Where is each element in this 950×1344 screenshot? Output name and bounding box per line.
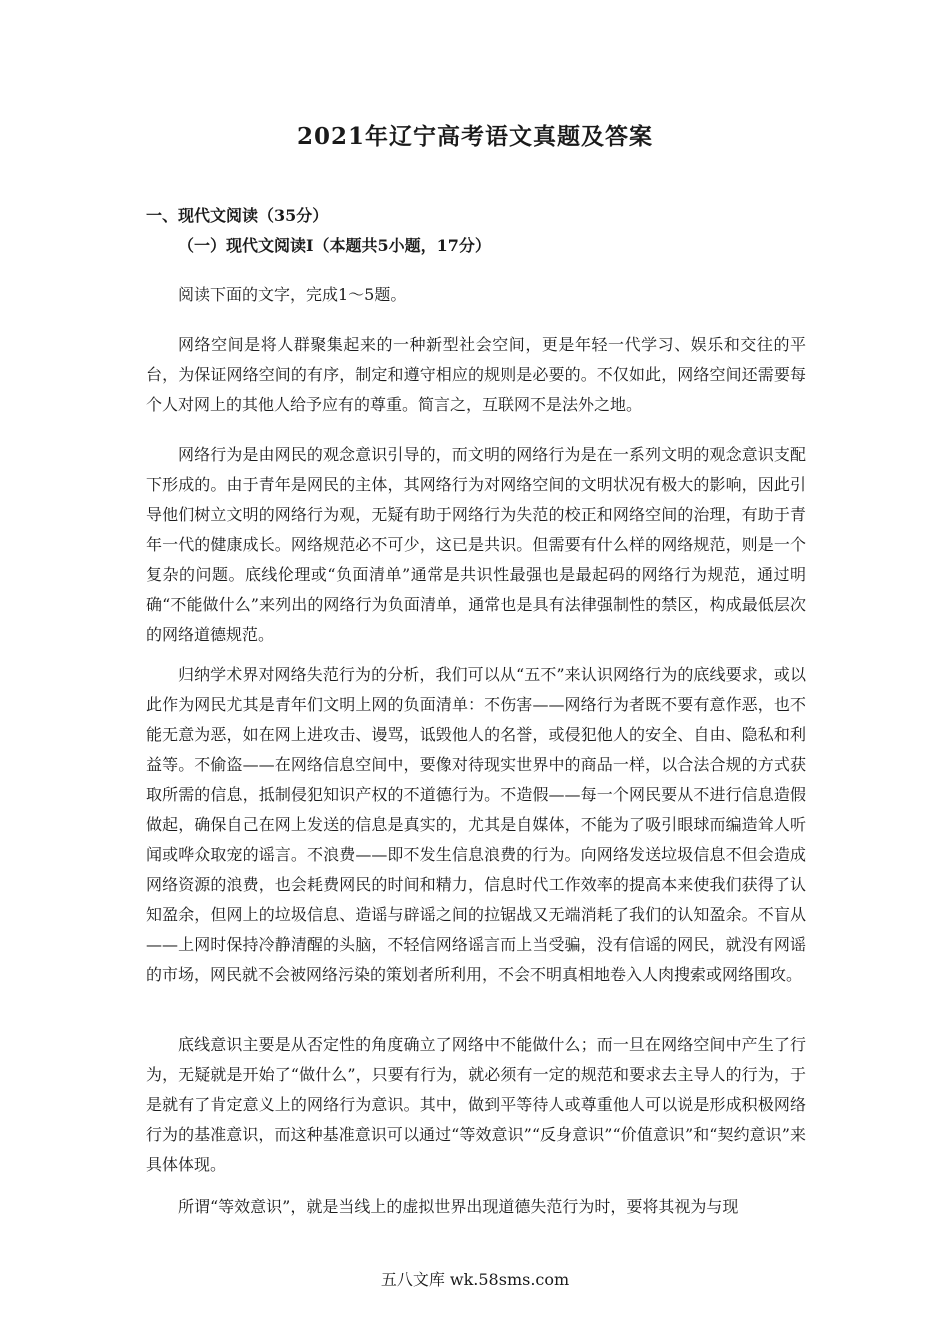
footer-watermark: 五八文库 wk.58sms.com [380,1270,570,1289]
body-paragraph-5: 所谓“等效意识”，就是当线上的虚拟世界出现道德失范行为时，要将其视为与现 [178,1197,739,1216]
section-heading: 一、现代文阅读（35分） [146,206,329,225]
page-title: 2021年辽宁高考语文真题及答案 [296,123,653,150]
body-paragraph-1: 网络空间是将人群聚集起来的一种新型社会空间，更是年轻一代学习、娱乐和交往的平台，为保证网络空间的有序，制定和遵守相应的规则是必要的。不仅如此，网络空间还需要每个人对网上的其他人给予应有的尊重。简言之，互联网不是法外之地。 [146,335,806,414]
body-paragraph-3: 归纳学术界对网络失范行为的分析，我们可以从“五不”来认识网络行为的底线要求，或以此作为网民尤其是青年们文明上网的负面清单：不伤害——网络行为者既不要有意作恶，也不能无意为恶，如在网上进攻击、谩骂，诋毁他人的名誉，或侵犯他人的安全、自由、隐私和利益等。不偷盗——在网络信息空间中，要像对待现实世界中的商品一样，以合法合规的方式获取所需的信息，抵制侵犯知识产权的不道德行为。不造假——每一个网民要从不进行信息造假做起，确保自己在网上发送的信息是真实的，尤其是自媒体，不能为了吸引眼球而编造耸人听闻或哗众取宠的谣言。不浪费——即不发生信息浪费的行为。向网络发送垃圾信息不但会造成网络资源的浪费，也会耗费网民的时间和精力，信息时代工作效率的提高本来使我们获得了认知盈余，但网上的垃圾信息、造谣与辟谣之间的拉锯战又无端消耗了我们的认知盈余。不盲从——上网时保持冷静清醒的头脑，不轻信网络谣言而上当受骗，没有信谣的网民，就没有网谣的市场，网民就不会被网络污染的策划者所利用，不会不明真相地卷入人肉搜索或网络围攻。 [146,665,806,984]
body-paragraph-2: 网络行为是由网民的观念意识引导的，而文明的网络行为是在一系列文明的观念意识支配下形成的。由于青年是网民的主体，其网络行为对网络空间的文明状况有极大的影响，因此引导他们树立文明的网络行为观，无疑有助于网络行为失范的校正和网络空间的治理，有助于青年一代的健康成长。网络规范必不可少，这已是共识。但需要有什么样的网络规范，则是一个复杂的问题。底线伦理或“负面清单”通常是共识性最强也是最起码的网络行为规范，通过明确“不能做什么”来列出的网络行为负面清单，通常也是具有法律强制性的禁区，构成最低层次的网络道德规范。 [146,445,806,644]
subsection-heading: （一）现代文阅读Ⅰ（本题共5小题，17分） [178,236,491,255]
instruction-paragraph: 阅读下面的文字，完成1～5题。 [178,285,407,304]
body-paragraph-4: 底线意识主要是从否定性的角度确立了网络中不能做什么；而一旦在网络空间中产生了行为，无疑就是开始了“做什么”，只要有行为，就必须有一定的规范和要求去主导人的行为，于是就有了肯定意义上的网络行为意识。其中，做到平等待人或尊重他人可以说是形成积极网络行为的基准意识，而这种基准意识可以通过“等效意识”“反身意识”“价值意识”和“契约意识”来具体体现。 [146,1035,806,1174]
